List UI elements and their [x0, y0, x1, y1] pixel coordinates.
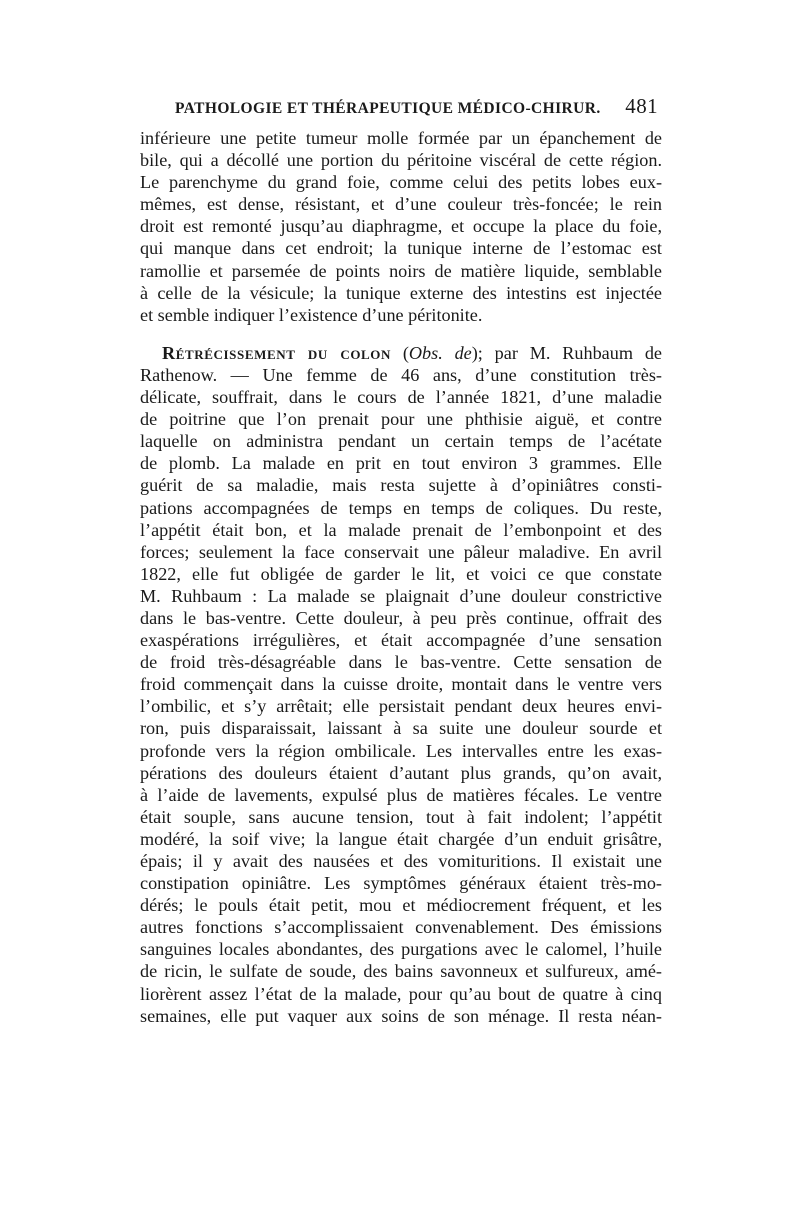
text-line: bile, qui a décollé une portion du péritoine viscéral de cette région. [140, 150, 662, 171]
page-number: 481 [625, 94, 658, 118]
heading-reference: Obs. de [408, 342, 472, 363]
text-line: dérés; le pouls était petit, mou et médiocrement fréquent, et les [140, 895, 662, 916]
text-line: pations accompagnées de temps en temps de coliques. Du reste, [140, 497, 662, 518]
paragraph-gap [140, 326, 662, 342]
book-page [140, 92, 662, 1027]
text-line: ron, puis disparaissait, laissant à sa suite une douleur sourde et [140, 718, 662, 739]
text-line: l’appétit était bon, et la malade prenait de l’embonpoint et des [140, 519, 662, 540]
text-line: qui manque dans cet endroit; la tunique interne de l’estomac est [140, 238, 662, 259]
text-line: Rathenow. — Une femme de 46 ans, d’une constitution très- [140, 364, 662, 385]
section-heading-line [140, 342, 662, 364]
text-line: droit est remonté jusqu’au diaphragme, et occupe la place du foie, [140, 216, 662, 237]
text-line: profonde vers la région ombilicale. Les intervalles entre les exas- [140, 740, 662, 761]
text-line: constipation opiniâtre. Les symptômes généraux étaient très-mo- [140, 873, 662, 894]
text-line: pérations des douleurs étaient d’autant plus grands, qu’on avait, [140, 762, 662, 783]
text-line: liorèrent assez l’état de la malade, pour qu’au bout de quatre à cinq [140, 983, 662, 1004]
text-line: semaines, elle put vaquer aux soins de son ménage. Il resta néan- [140, 1005, 662, 1026]
text-line: était souple, sans aucune tension, tout à fait indolent; l’appétit [140, 806, 662, 827]
text-line: froid commençait dans la cuisse droite, montait dans le ventre vers [140, 674, 662, 695]
text-line: de froid très-désagréable dans le bas-ventre. Cette sensation de [140, 652, 662, 673]
running-header [140, 92, 662, 122]
text-line: ramollie et parsemée de points noirs de matière liquide, semblable [140, 260, 662, 281]
body-text [140, 127, 662, 1027]
text-line: à celle de la vésicule; la tunique externe des intestins est injectée [140, 282, 662, 303]
text-line: délicate, souffrait, dans le cours de l’année 1821, d’une maladie [140, 387, 662, 408]
text-line: sanguines locales abondantes, des purgations avec le calomel, l’huile [140, 939, 662, 960]
text-line: l’ombilic, et s’y arrêtait; elle persistait pendant deux heures envi- [140, 696, 662, 717]
text-line: laquelle on administra pendant un certain temps de l’acétate [140, 431, 662, 452]
heading-ref-open: ( [391, 342, 409, 363]
text-line: exaspérations irrégulières, et était accompagnée d’une sensation [140, 630, 662, 651]
text-line: autres fonctions s’accomplissaient convenablement. Des émissions [140, 917, 662, 938]
text-line: épais; il y avait des nausées et des vomituritions. Il existait une [140, 851, 662, 871]
paragraph-colon-stricture [140, 342, 662, 1027]
text-line: 1822, elle fut obligée de garder le lit, et voici ce que constate [140, 563, 662, 584]
text-line: et semble indiquer l’existence d’une péritonite. [140, 304, 483, 325]
text-line: modéré, la soif vive; la langue était chargée d’un enduit grisâtre, [140, 828, 662, 849]
text-line: de plomb. La malade en prit en tout environ 3 grammes. Elle [140, 453, 662, 474]
text-line: Le parenchyme du grand foie, comme celui des petits lobes eux- [140, 172, 662, 193]
text-line: inférieure une petite tumeur molle formée par un épanchement de [140, 128, 662, 148]
text-line: mêmes, est dense, résistant, et d’une couleur très-foncée; le rein [140, 194, 662, 215]
paragraph-autopsy-continued [140, 127, 662, 326]
text-line: M. Ruhbaum : La malade se plaignait d’une douleur constrictive [140, 585, 662, 606]
text-line: de poitrine que l’on prenait pour une phthisie aiguë, et contre [140, 409, 662, 430]
heading-ref-close: ); par M. Ruhbaum de [471, 342, 662, 363]
section-heading: Rétrécissement du colon [162, 342, 392, 363]
text-line: guérit de sa maladie, mais resta sujette à d’opiniâtres consti- [140, 475, 662, 496]
text-line: à l’aide de lavements, expulsé plus de matières fécales. Le ventre [140, 784, 662, 805]
text-line: de ricin, le sulfate de soude, des bains savonneux et sulfureux, amé- [140, 961, 662, 982]
text-line: dans le bas-ventre. Cette douleur, à peu près continue, offrait des [140, 607, 662, 628]
running-title: PATHOLOGIE ET THÉRAPEUTIQUE MÉDICO-CHIRUR. [175, 100, 601, 117]
text-line: forces; seulement la face conservait une pâleur maladive. En avril [140, 541, 662, 562]
